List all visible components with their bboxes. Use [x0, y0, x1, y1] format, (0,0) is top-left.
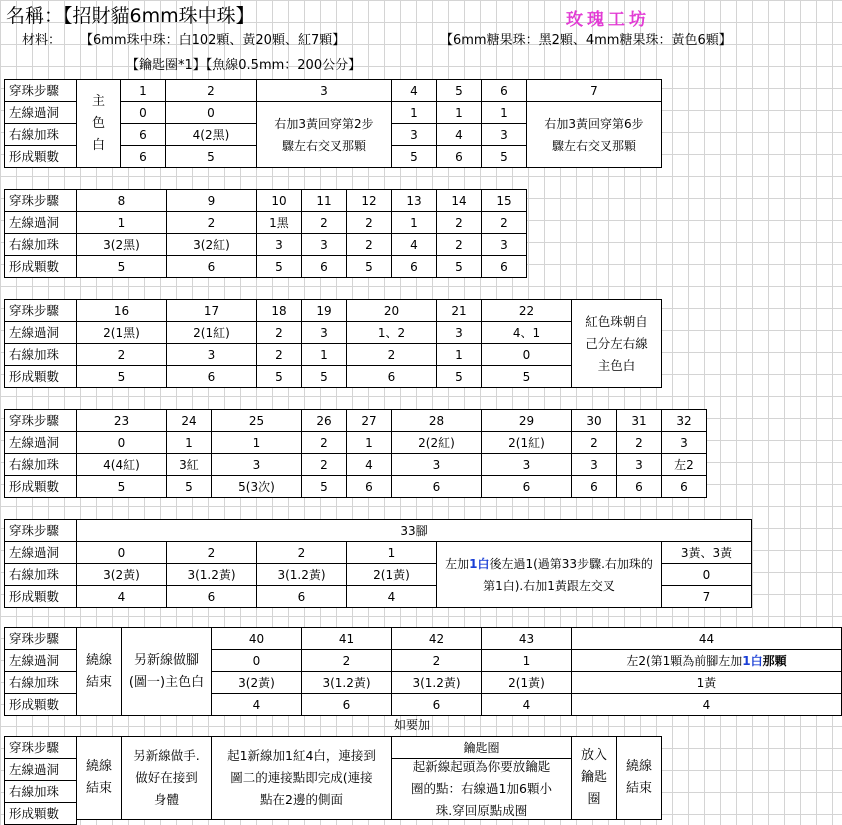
step-44-left-c: 那顆 — [762, 653, 787, 668]
materials-label: 材料： — [22, 33, 62, 48]
left-cell: 4、1 — [481, 321, 572, 344]
count-cell: 6 — [616, 475, 662, 498]
materials-line — [22, 30, 61, 52]
left-cell: 2 — [346, 211, 392, 234]
row-label-right: 右線加珠 — [4, 233, 77, 256]
name-label: 名稱： — [6, 5, 64, 27]
left-cell: 2 — [301, 211, 347, 234]
step-cell: 29 — [481, 409, 572, 432]
count-cell: 4 — [481, 693, 572, 716]
row-label-left: 左線過洞 — [4, 321, 77, 344]
right-cell: 2 — [76, 343, 167, 366]
right-cell: 左2 — [661, 453, 707, 476]
right-cell: 3(2黑) — [76, 233, 167, 256]
keyring-note: 起新線起頭為你要放鑰匙 圈的點：右線過1加6顆小 珠.穿回原點成圈 — [391, 758, 572, 820]
left-cell: 2 — [256, 541, 347, 564]
right-cell: 6 — [120, 123, 166, 146]
materials-3: 【鑰匙圈*1】【魚線0.5mm：200公分】 — [126, 58, 362, 73]
step-cell: 2 — [165, 79, 257, 102]
count-cell: 6 — [301, 693, 392, 716]
row-label-count: 形成顆數 — [4, 585, 77, 608]
right-cell: 1 — [436, 343, 482, 366]
left-cell: 1 — [211, 431, 302, 454]
right-cell: 3 — [211, 453, 302, 476]
step-cell: 5 — [436, 79, 482, 102]
left-cell: 2(1紅) — [166, 321, 257, 344]
wrap-end-note: 繞線 結束 — [76, 627, 122, 716]
step-44-left-a: 左2(第1顆為前腳左加 — [626, 653, 743, 668]
row-label-step: 穿珠步驟 — [4, 189, 77, 212]
count-cell: 5 — [301, 365, 347, 388]
left-cell: 2 — [301, 649, 392, 672]
step-cell: 18 — [256, 299, 302, 322]
red-bead-note: 紅色珠朝自 己分左右線 主色白 — [571, 299, 662, 388]
left-cell: 2 — [166, 211, 257, 234]
count-cell: 5 — [391, 145, 437, 168]
row-label-left: 左線過洞 — [4, 211, 77, 234]
step-44-white-bead: 1白 — [742, 653, 763, 668]
step-cell: 30 — [571, 409, 617, 432]
step-cell: 8 — [76, 189, 167, 212]
count-cell: 6 — [256, 585, 347, 608]
left-cell: 2 — [616, 431, 662, 454]
step-7-note: 右加3黃回穿第6步 驟左右交叉那顆 — [526, 101, 662, 168]
row-label-step: 穿珠步驟 — [4, 736, 77, 759]
step-cell: 42 — [391, 627, 482, 650]
count-cell: 7 — [661, 585, 752, 608]
right-cell: 4 — [391, 233, 437, 256]
count-cell: 6 — [166, 585, 257, 608]
row-label-left: 左線過洞 — [4, 541, 77, 564]
document-title — [6, 2, 255, 30]
step-cell: 14 — [436, 189, 482, 212]
left-cell: 2(1黑) — [76, 321, 167, 344]
step-cell: 40 — [211, 627, 302, 650]
right-cell: 0 — [481, 343, 572, 366]
count-cell: 5 — [256, 365, 302, 388]
if-needed-label: 如要加 — [394, 718, 431, 732]
left-cell: 1 — [481, 101, 527, 124]
count-cell: 6 — [391, 693, 482, 716]
wrap-end-note: 繞線 結束 — [76, 736, 122, 820]
right-cell: 3(2黃) — [76, 563, 167, 586]
left-cell: 2 — [481, 211, 527, 234]
right-cell: 1黃 — [571, 671, 842, 694]
count-cell: 6 — [166, 255, 257, 278]
right-cell: 2 — [301, 453, 347, 476]
row-label-count: 形成顆數 — [4, 145, 77, 168]
left-cell: 1 — [391, 211, 437, 234]
left-cell: 1 — [436, 101, 482, 124]
row-label-right: 右線加珠 — [4, 780, 77, 803]
step-cell: 24 — [166, 409, 212, 432]
row-label-count: 形成顆數 — [4, 365, 77, 388]
row-label-count: 形成顆數 — [4, 255, 77, 278]
right-cell: 2 — [256, 343, 302, 366]
count-cell: 5 — [76, 255, 167, 278]
count-cell: 5 — [166, 475, 212, 498]
row-label-count: 形成顆數 — [4, 693, 77, 716]
left-cell: 0 — [76, 541, 167, 564]
right-cell: 0 — [661, 563, 752, 586]
count-cell: 5 — [301, 475, 347, 498]
row-label-left: 左線過洞 — [4, 758, 77, 781]
left-cell: 2 — [166, 541, 257, 564]
step-cell: 4 — [391, 79, 437, 102]
step-cell: 16 — [76, 299, 167, 322]
new-line-leg-note: 另新線做腳 (圖一)主色白 — [121, 627, 212, 716]
step-cell: 3 — [256, 79, 392, 102]
row-label-left: 左線過洞 — [4, 101, 77, 124]
row-label-step: 穿珠步驟 — [4, 299, 77, 322]
left-cell: 3 — [661, 431, 707, 454]
count-cell: 6 — [481, 255, 527, 278]
left-cell: 2(1紅) — [481, 431, 572, 454]
step-33-note — [436, 541, 662, 608]
count-cell: 5 — [436, 255, 482, 278]
note-white-bead: 1白 — [469, 556, 490, 571]
step-cell: 17 — [166, 299, 257, 322]
hands-note: 另新線做手. 做好在接到 身體 — [121, 736, 212, 820]
left-cell: 1 — [76, 211, 167, 234]
right-cell: 2 — [436, 233, 482, 256]
left-cell: 2 — [436, 211, 482, 234]
right-cell: 3 — [616, 453, 662, 476]
right-cell: 3(1.2黃) — [256, 563, 347, 586]
step-cell: 31 — [616, 409, 662, 432]
count-cell: 5 — [346, 255, 392, 278]
step-cell: 43 — [481, 627, 572, 650]
main-color-note: 主 色 白 — [76, 79, 121, 168]
count-cell: 4 — [571, 693, 842, 716]
step-cell: 1 — [120, 79, 166, 102]
count-cell: 6 — [391, 255, 437, 278]
right-cell: 3 — [256, 233, 302, 256]
keyring-title: 鑰匙圈 — [391, 736, 572, 759]
brand-logo: 玫瑰工坊 — [566, 10, 650, 30]
left-cell: 1黑 — [256, 211, 302, 234]
right-cell: 2(1黃) — [481, 671, 572, 694]
step-cell: 12 — [346, 189, 392, 212]
row-label-step: 穿珠步驟 — [4, 409, 77, 432]
count-cell: 5 — [165, 145, 257, 168]
left-cell: 1 — [481, 649, 572, 672]
right-cell: 3(1.2黃) — [166, 563, 257, 586]
step-cell: 6 — [481, 79, 527, 102]
left-cell: 1 — [346, 431, 392, 454]
step-cell: 44 — [571, 627, 842, 650]
connect-note: 起1新線加1紅4白，連接到 圖二的連接點即完成(連接 點在2邊的側面 — [211, 736, 392, 820]
right-cell: 3 — [391, 123, 437, 146]
count-cell: 5 — [76, 365, 167, 388]
step-44-left — [571, 649, 842, 672]
step-cell: 19 — [301, 299, 347, 322]
left-cell: 2(2紅) — [391, 431, 482, 454]
step-cell: 13 — [391, 189, 437, 212]
left-cell: 1、2 — [346, 321, 437, 344]
left-cell: 3 — [301, 321, 347, 344]
right-cell: 4(4紅) — [76, 453, 167, 476]
step-cell: 9 — [166, 189, 257, 212]
step-cell: 27 — [346, 409, 392, 432]
step-cell: 21 — [436, 299, 482, 322]
step-cell: 15 — [481, 189, 527, 212]
right-cell: 1 — [301, 343, 347, 366]
right-cell: 2 — [346, 233, 392, 256]
left-cell: 2 — [391, 649, 482, 672]
count-cell: 6 — [661, 475, 707, 498]
step-cell: 23 — [76, 409, 167, 432]
row-label-count: 形成顆數 — [4, 475, 77, 498]
row-label-right: 右線加珠 — [4, 563, 77, 586]
right-cell: 3(1.2黃) — [301, 671, 392, 694]
note-text-c: 後左過1(過第33步驟.右加珠的第1白).右加1黃跟左交叉 — [483, 556, 653, 593]
left-cell: 2 — [256, 321, 302, 344]
count-cell: 6 — [481, 475, 572, 498]
count-cell: 6 — [301, 255, 347, 278]
step-cell: 7 — [526, 79, 662, 102]
wrap-end-note-2: 繞線 結束 — [616, 736, 662, 820]
right-cell: 3 — [391, 453, 482, 476]
count-cell: 5 — [256, 255, 302, 278]
right-cell: 3(2紅) — [166, 233, 257, 256]
materials-1: 【6mm珠中珠：白102顆、黃20顆、紅7顆】 — [80, 33, 346, 48]
count-cell: 5 — [76, 475, 167, 498]
row-label-step: 穿珠步驟 — [4, 79, 77, 102]
step-33-title: 33腳 — [76, 519, 752, 542]
left-cell: 2 — [571, 431, 617, 454]
left-cell: 3黃、3黃 — [661, 541, 752, 564]
left-cell: 0 — [165, 101, 257, 124]
left-cell: 2 — [301, 431, 347, 454]
count-cell: 6 — [166, 365, 257, 388]
pattern-title: 【招財貓6mm珠中珠】 — [63, 5, 255, 27]
step-cell: 11 — [301, 189, 347, 212]
right-cell: 2 — [346, 343, 437, 366]
step-cell: 28 — [391, 409, 482, 432]
right-cell: 3 — [481, 233, 527, 256]
count-cell: 5(3次) — [211, 475, 302, 498]
row-label-left: 左線過洞 — [4, 431, 77, 454]
step-cell: 22 — [481, 299, 572, 322]
right-cell: 3紅 — [166, 453, 212, 476]
count-cell: 4 — [346, 585, 437, 608]
row-label-right: 右線加珠 — [4, 671, 77, 694]
step-cell: 20 — [346, 299, 437, 322]
left-cell: 0 — [211, 649, 302, 672]
right-cell: 4 — [346, 453, 392, 476]
row-label-step: 穿珠步驟 — [4, 519, 77, 542]
count-cell: 6 — [436, 145, 482, 168]
left-cell: 3 — [436, 321, 482, 344]
right-cell: 3 — [166, 343, 257, 366]
count-cell: 6 — [346, 475, 392, 498]
row-label-count: 形成顆數 — [4, 802, 77, 825]
right-cell: 3(1.2黃) — [391, 671, 482, 694]
count-cell: 4 — [211, 693, 302, 716]
right-cell: 4(2黑) — [165, 123, 257, 146]
count-cell: 5 — [436, 365, 482, 388]
left-cell: 1 — [166, 431, 212, 454]
put-in-keyring-note: 放入 鑰匙 圈 — [571, 736, 617, 820]
note-text-a: 左加 — [445, 556, 470, 571]
right-cell: 3 — [481, 123, 527, 146]
step-cell: 41 — [301, 627, 392, 650]
materials-2: 【6mm糖果珠：黑2顆、4mm糖果珠：黃色6顆】 — [440, 33, 732, 48]
step-cell: 26 — [301, 409, 347, 432]
count-cell: 6 — [571, 475, 617, 498]
right-cell: 3 — [301, 233, 347, 256]
step-cell: 10 — [256, 189, 302, 212]
right-cell: 2(1黃) — [346, 563, 437, 586]
count-cell: 4 — [76, 585, 167, 608]
row-label-right: 右線加珠 — [4, 123, 77, 146]
right-cell: 3 — [481, 453, 572, 476]
row-label-right: 右線加珠 — [4, 343, 77, 366]
left-cell: 1 — [346, 541, 437, 564]
step-cell: 25 — [211, 409, 302, 432]
right-cell: 3 — [571, 453, 617, 476]
right-cell: 3(2黃) — [211, 671, 302, 694]
count-cell: 5 — [481, 145, 527, 168]
left-cell: 0 — [120, 101, 166, 124]
count-cell: 6 — [346, 365, 437, 388]
left-cell: 1 — [391, 101, 437, 124]
step-3-note: 右加3黃回穿第2步 驟左右交叉那顆 — [256, 101, 392, 168]
row-label-left: 左線過洞 — [4, 649, 77, 672]
row-label-step: 穿珠步驟 — [4, 627, 77, 650]
left-cell: 0 — [76, 431, 167, 454]
count-cell: 5 — [481, 365, 572, 388]
row-label-right: 右線加珠 — [4, 453, 77, 476]
step-cell: 32 — [661, 409, 707, 432]
right-cell: 4 — [436, 123, 482, 146]
count-cell: 6 — [391, 475, 482, 498]
count-cell: 6 — [120, 145, 166, 168]
